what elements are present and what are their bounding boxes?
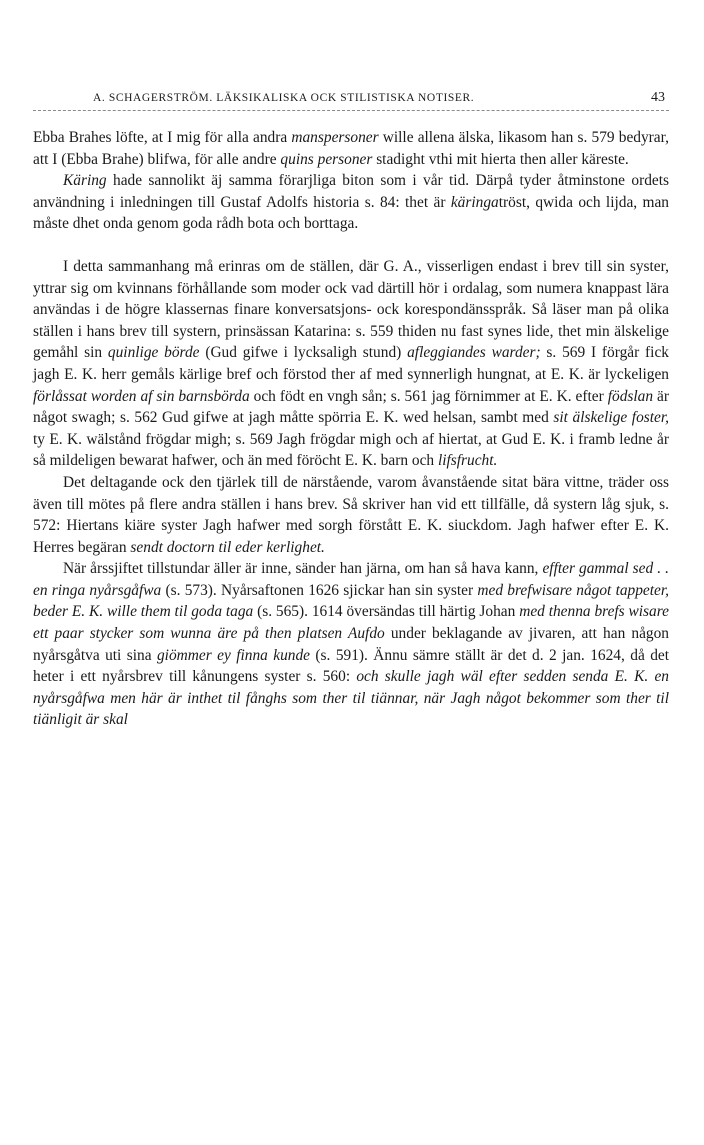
italic-quote: quinlige börde	[107, 344, 200, 362]
paragraph	[33, 256, 669, 472]
italic-quote: käringa	[450, 193, 499, 211]
text-run: Ebba Brahes löfte, at I mig för alla andra	[33, 129, 292, 146]
text-run: När årssjiftet tillstundar äller är inne, sänder han järna, om han så hava kann,	[63, 560, 543, 578]
page-number: 43	[651, 90, 665, 105]
text-run: (s. 591). Ännu sämre ställt är det d. 2 jan. 1624, då det heter i ett nyårsbrev till kånungens syster s. 560:	[33, 646, 669, 686]
text-run: (Gud gifwe i lycksaligh stund)	[199, 344, 408, 362]
text-run: och födt en vngh sån; s. 561 jag förnimmer at E. K. efter	[249, 387, 608, 405]
text-run: ty E. K. wälstånd frögdar migh; s. 569 Jagh frögdar migh och af hiertat, at Gud E. K. i framb ledne år så mildeligen bewarat hafwer, och än med föröcht E. K. barn och	[33, 430, 669, 470]
text-run: under beklagande av jivaren, att han någon nyårsgåtva uti sina	[33, 625, 670, 664]
paragraph	[33, 127, 669, 170]
text-run: är något swagh; s. 562 Gud gifwe at jagh måtte spörria E. K. wed helsan, sambt med	[33, 387, 669, 427]
paragraph	[33, 170, 669, 235]
text-run: (s. 565). 1614 översändas till härtig Johan	[253, 603, 520, 621]
italic-quote: och skulle jagh wäl efter sedden senda E. K. en nyårsgåfwa men här är inthet til fånghs som ther til tiännar, när Jagh något bekommer som ther til tiänligit är skal	[33, 668, 669, 729]
running-title: A. SCHAGERSTRÖM. LÄKSIKALISKA OCK STILISTISKA NOTISER.	[93, 92, 475, 104]
italic-quote: sit älskelige foster,	[553, 409, 669, 427]
italic-quote: födslan	[607, 387, 654, 405]
text-run: stadight vthi mit hierta then aller käreste.	[372, 150, 629, 168]
text-run: I detta sammanhang må erinras om de ställen, där G. A., visserligen endast i brev till sin syster, yttrar sig om kvinnans förhållande som moder ock vad därtill hör i ordalag, som numera knappast lära användas i de högre klassernas finare konversatsjons- ock korespondänsspråk. Så läser man på olika ställen i hans brev till systern, prinsässan Katarina: s. 559 thiden nu fast synes lide, thet min älskelige gemåhl sin	[33, 257, 669, 362]
italic-quote: sendt doctorn til eder kerlighet.	[130, 538, 325, 556]
text-run: Det deltagande ock den tjärlek till de närstående, varom åvanstående sitat bära vittne, träder oss även till mötes på flere andra ställen i hans brev. Så skriver han vid ett tillfälle, då systern låg sjuk, s. 572: Hiertans kiäre syster Jagh hafwer med sorgh förstått E. K. siuckdom. Jagh hafwer efter E. K. Herres begäran	[33, 473, 669, 556]
paragraph	[33, 472, 669, 558]
italic-quote: quins personer	[280, 150, 373, 168]
italic-quote: effter gammal sed . . en ringa nyårsgåfwa	[33, 560, 669, 599]
text-run: tröst, qwida och lijda, man måste dhet onda genom goda rådh bota och borttaga.	[33, 193, 670, 233]
text-run: (s. 573). Nyårsaftonen 1626 sjickar han sin syster	[161, 581, 478, 599]
italic-quote: med thenna brefs wisare ett paar stycker som wunna äre på then platsen Aufdo	[33, 603, 669, 643]
running-header	[33, 88, 669, 111]
italic-quote: manspersoner	[291, 129, 379, 146]
italic-quote: med brefwisare något tappeter, beder E. K. wille them til goda taga	[33, 581, 669, 621]
italic-quote: lifsfrucht.	[437, 452, 498, 470]
page	[33, 88, 669, 731]
italic-quote: Käring	[63, 172, 107, 190]
body-text	[33, 127, 669, 731]
italic-quote: afleggiandes warder;	[407, 344, 541, 362]
text-run: wille allena älska, likasom han s. 579 bedyrar, att I (Ebba Brahe) blifwa, för alle andre	[33, 129, 669, 168]
text-run: hade sannolikt äj samma förarjliga biton som i vår tid. Därpå tyder åtminstone ordets användning i inledningen till Gustaf Adolfs historia s. 84: thet är	[33, 172, 669, 211]
paragraph	[33, 558, 669, 731]
italic-quote: giömmer ey finna kunde	[156, 646, 311, 664]
italic-quote: förlåssat worden af sin barnsbörda	[33, 387, 250, 405]
text-run: s. 569 I förgår fick jagh E. K. herr gemåls kärlige bref och förstod ther af med synnerligh hungnat, at E. K. är lyckeligen	[33, 344, 669, 383]
